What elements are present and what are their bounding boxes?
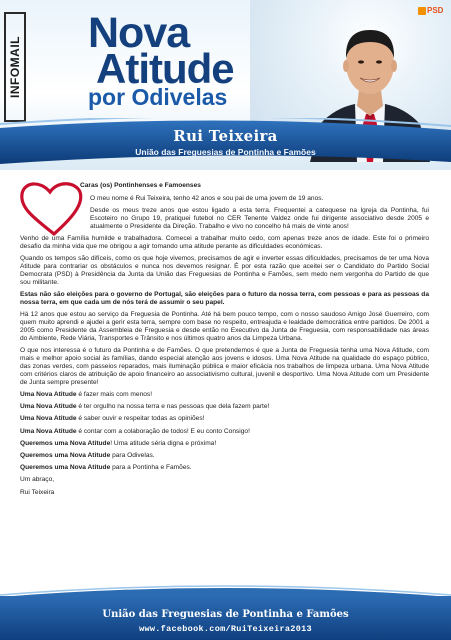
- footer-facebook-link[interactable]: www.facebook.com/RuiTeixeira2013: [139, 624, 312, 634]
- psd-party-logo: PSD: [418, 6, 443, 15]
- logo-word-atitude: Atitude: [96, 45, 234, 92]
- letter-paragraph-3: Venho de uma Família humilde e trabalhadora. Comecei a trabalhar muito cedo, com apenas treze anos de idade. Este foi o primeiro desafio da minha vida que me obrigou a agir tomando uma atitude perante as dificuldades económicas.: [20, 235, 429, 250]
- header-banner: [0, 0, 451, 170]
- slogan-line: Queremos uma Nova Atitude! Uma atitude séria digna e próxima!: [20, 439, 217, 447]
- slogan-list-1: [20, 391, 429, 436]
- slogan-line: Queremos uma Nova Atitude para Odivelas.: [20, 452, 155, 460]
- letter-paragraph-6: Há 12 anos que estou ao serviço da Freguesia de Pontinha. Até há bem pouco tempo, com o nosso saudoso Amigo José Guerreiro, com quem muito aprendi e ajudei a gerir esta terra, sempre com base no respeito, entreajuda e lealdade democrática entre partidos. De 2001 a 2005 como Presidente da Assembleia de Freguesia e desde então no Executivo da Junta de Freguesia, com responsabilidade nas áreas do Ambiente, Rede Viária, Transportes e Trânsito e nos últimos quatro anos da Limpeza Urbana.: [20, 311, 429, 342]
- infomail-label: INFOMAIL: [8, 36, 22, 98]
- candidate-union-subtitle: União das Freguesias de Pontinha e Famões: [135, 147, 316, 157]
- slogan-line: Uma Nova Atitude é saber ouvir e respeitar todas as opiniões!: [20, 415, 205, 423]
- slogan-line: Uma Nova Atitude é fazer mais com menos!: [20, 391, 153, 398]
- letter-signature: Rui Teixeira: [20, 488, 55, 496]
- slogan-list-2: [20, 440, 429, 473]
- footer-union: União das Freguesias de Pontinha e Famões: [102, 609, 349, 620]
- infomail-label-box: [4, 12, 26, 122]
- letter-greeting: Caras (os) Pontinhenses e Famoenses: [80, 182, 201, 189]
- slogan-line: Uma Nova Atitude é ter orgulho na nossa terra e nas pessoas que dela fazem parte!: [20, 403, 270, 411]
- letter-closing: Um abraço,: [20, 476, 55, 484]
- letter-paragraph-7: O que nos interessa é o futuro da Pontinha e de Famões. O que pretendemos é que a Junta de Freguesia tenha uma Nova Atitude, com mais e melhor apoio social às famílias, dando especial atenção aos jovens e idosos. Uma Nova Atitude na qualidade do espaço público, das zonas verdes, com passeios reparados, mais iluminação pública e maior eficácia nos trabalhos de limpeza urbana. Uma Nova Atitude com critérios claros de atribuição de apoio financeiro ao associativismo cultural, juvenil e desportivo. Uma Nova Atitude com um Presidente de Junta sempre presente!: [20, 347, 429, 386]
- letter-body: [20, 182, 429, 501]
- letter-paragraph-1: O meu nome é Rui Teixeira, tenho 42 anos e sou pai de uma jovem de 19 anos.: [90, 195, 324, 202]
- logo-word-por-odivelas: por Odivelas: [88, 84, 228, 110]
- slogan-line: Queremos uma Nova Atitude para a Pontinha e Famões.: [20, 464, 192, 472]
- letter-paragraph-5: Estas não são eleições para o governo de Portugal, são eleições para o futuro da nossa terra, com pessoas e para as pessoas da nossa terra, em que cada um de nós terá de assumir o seu papel.: [20, 291, 429, 306]
- logo-word-nova: Nova: [88, 9, 190, 57]
- slogan-line: Uma Nova Atitude é contar com a colaboração de todos! E eu conto Consigo!: [20, 427, 250, 435]
- letter-paragraph-4: Quando os tempos são difíceis, como os que hoje vivemos, precisamos de agir e inverter essas dificuldades, precisamos de ter uma Nova Atitude para contrariar os obstáculos e nunca nos devemos resignar. É por esta razão que aceitei ser o Candidato do Partido Social Democrata (PSD) à Presidência da Junta da União das Freguesias de Pontinha e Famões, sem medo nem vergonha do Partido de que sou militante.: [20, 255, 429, 286]
- letter-paragraph-2: Desde os meus treze anos que estou ligado a esta terra. Frequentei a catequese na Igreja da Pontinha, fui Escoteiro no Grupo 19, pratiquei futebol no CER Tenente Valdez onde fui dirigente associativo desde 2005 e atualmente o Presidente da Direção. Trabalho e vivo no concelho há mais de vinte anos!: [90, 207, 429, 230]
- candidate-name: Rui Teixeira: [173, 127, 278, 145]
